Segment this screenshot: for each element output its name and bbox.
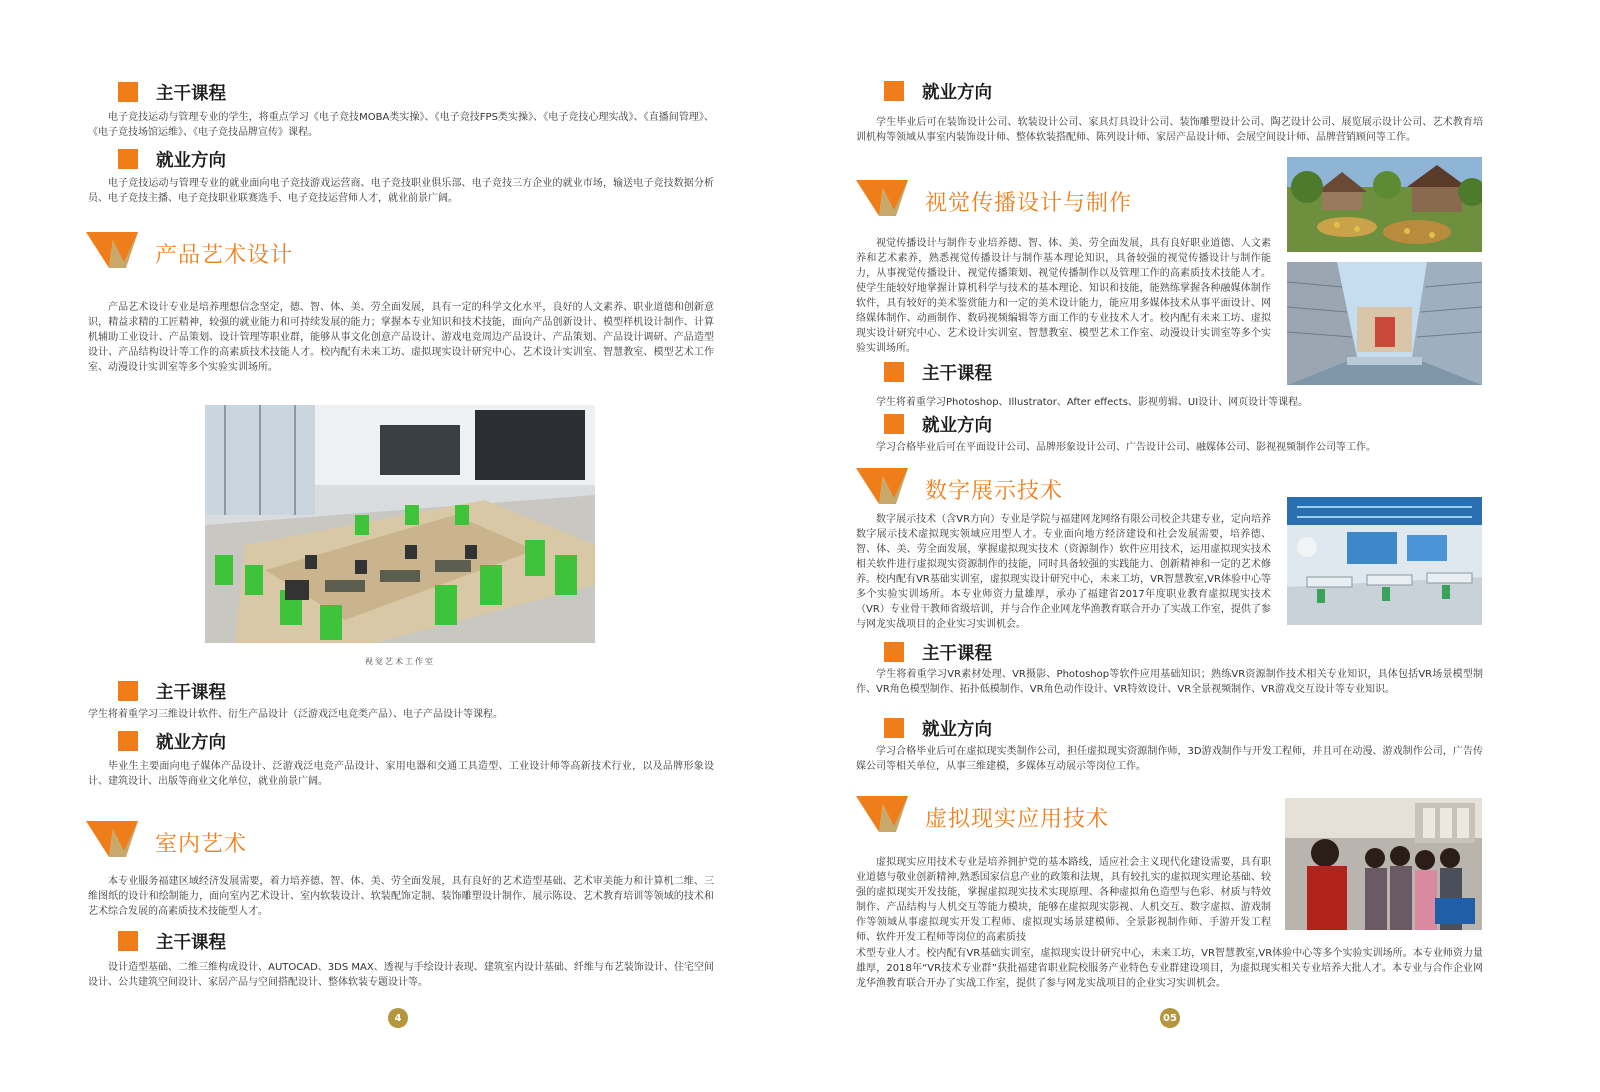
interior-careers-text: 学生毕业后可在装饰设计公司、软装设计公司、家具灯具设计公司、装饰雕塑设计公司、陶艺设计公司、展览展示设计公司、艺术教育培训机构等领域从事室内装饰设计师、整体软装搭配师、陈列设计师、家居产品设计师、会展空间设计师、品牌营销顾问等工作。 <box>856 117 1483 143</box>
orange-square-marker-icon <box>884 362 904 382</box>
vr-tech-intro-a: 虚拟现实应用技术专业是培养拥护党的基本路线，适应社会主义现代化建设需要，具有职业道德与敬业创新精神,熟悉国家信息产业的政策和法规，具有较扎实的虚拟现实理论基础、较强的虚拟现实开发技能，掌握虚拟现实技术实现原理、各种虚拟角色造型与色彩、材质与特效制作、产品结构与人机交互等能力模块，能够在虚拟现实影视、人机交互、数字虚拟、游戏制作等领域从事虚拟现实开发工程师、虚拟现实场景建模师、全景影视制作师、手游开发工程师、软件开发工程师等岗位的高素质技 <box>856 857 1271 943</box>
orange-square-marker-icon <box>884 718 904 738</box>
section-title: 视觉传播设计与制作 <box>925 191 1133 216</box>
orange-square-marker-icon <box>118 82 138 102</box>
visual-comm-careers-text: 学习合格毕业后可在平面设计公司、品牌形象设计公司、广告设计公司、融媒体公司、影视视频制作公司等工作。 <box>876 442 1376 453</box>
digital-display-careers-text: 学习合格毕业后可在虚拟现实类制作公司，担任虚拟现实资源制作师，3D游戏制作与开发工程师，并且可在动漫、游戏制作公司，广告传媒公司等相关单位，从事三维建模，多媒体互动展示等岗位工作。 <box>856 746 1483 772</box>
interior-main-courses-text: 设计造型基础、二维三维构成设计、AUTOCAD、3DS MAX、透视与手绘设计表现、建筑室内设计基础、纤维与布艺装饰设计、住宅空间设计、公共建筑空间设计、家居产品与空间搭配设计、整体软装专题设计等。 <box>88 962 714 988</box>
visual-comm-section-header <box>856 180 1176 224</box>
campus-building-photo <box>1287 262 1482 385</box>
orange-square-marker-icon <box>884 414 904 434</box>
garden-scene-photo <box>1287 157 1482 252</box>
esports-main-courses-heading: 主干课程 <box>118 79 226 105</box>
esports-careers-text: 电子竞技运动与管理专业的就业面向电子竞技游戏运营商、电子竞技职业俱乐部、电子竞技三方企业的就业市场，输送电子竞技数据分析员、电子竞技主播、电子竞技职业联赛选手、电子竞技运营师人才，就业前景广阔。 <box>88 178 714 204</box>
interior-main-courses-heading: 主干课程 <box>118 928 226 954</box>
orange-triangle-flag-icon <box>856 468 916 508</box>
vr-classroom-photo <box>1287 497 1482 625</box>
vr-students-photo <box>1285 798 1482 930</box>
product-art-section-header <box>86 232 346 276</box>
section-title: 室内艺术 <box>155 832 248 857</box>
digital-display-section-header <box>856 468 1176 512</box>
orange-triangle-flag-icon <box>86 821 146 861</box>
visual-comm-main-courses-heading: 主干课程 <box>884 359 992 385</box>
orange-triangle-flag-icon <box>856 180 916 220</box>
page-number-left: 4 <box>388 1008 408 1028</box>
vr-tech-section-header <box>856 796 1176 840</box>
digital-display-main-courses-text: 学生将着重学习VR素材处理、VR摄影、Photoshop等软件应用基础知识；熟练VR资源制作技术相关专业知识，具体包括VR场景模型制作、VR角色模型制作、拓扑低模制作、VR角色动作设计、VR特效设计、VR全景视频制作、VR游戏交互设计等专业知识。 <box>856 669 1483 695</box>
digital-display-careers-heading: 就业方向 <box>884 715 992 741</box>
digital-display-main-courses-heading: 主干课程 <box>884 639 992 665</box>
product-art-main-courses-text: 学生将着重学习三维设计软件、衍生产品设计（泛游戏泛电竞类产品）、电子产品设计等课程。 <box>88 709 503 720</box>
vr-tech-intro-b: 术型专业人才。校内配有VR基础实训室，虚拟现实设计研究中心，未来工坊，VR智慧教室,VR体验中心等多个实验实训场所。本专业师资力量雄厚，2018年“VR技术专业群”获批福建省职业院校服务产业特色专业群建设项目，为虚拟现实相关专业培养大批人才。本专业与合作企业网龙华渔教育联合开办了实战工作室，提供了参与网龙实战项目的企业实习实训机会。 <box>856 948 1483 989</box>
orange-square-marker-icon <box>884 81 904 101</box>
product-art-main-courses-heading: 主干课程 <box>118 678 226 704</box>
visual-comm-main-courses-text: 学生将着重学习Photoshop、Illustrator、After effects、影视剪辑、UI设计、网页设计等课程。 <box>876 397 1309 408</box>
esports-careers-heading: 就业方向 <box>118 146 226 172</box>
orange-square-marker-icon <box>118 149 138 169</box>
visual-comm-careers-heading: 就业方向 <box>884 411 992 437</box>
digital-display-intro: 数字展示技术（含VR方向）专业是学院与福建网龙网络有限公司校企共建专业，定向培养数字展示技术虚拟现实领域应用型人才。专业面向地方经济建设和社会发展需要，培养德、智、体、美、劳全面发展，掌握虚拟现实技术（资源制作）软件应用技术，运用虚拟现实技术相关软件进行虚拟现实资源制作的技能，同时具备较强的实践能力、创新精神和一定的艺术修养。校内配有VR基础实训室，虚拟现实设计研究中心，未来工坊，VR智慧教室,VR体验中心等多个实验实训场所。本专业师资力量雄厚，承办了福建省2017年度职业教育虚拟现实技术（VR）专业骨干教师省级培训，并与合作企业网龙华渔教育联合开办了实战工作室，提供了参与网龙实战项目的企业实习实训机会。 <box>856 514 1271 630</box>
product-art-intro: 产品艺术设计专业是培养理想信念坚定，德、智、体、美、劳全面发展，具有一定的科学文化水平，良好的人文素养、职业道德和创新意识，精益求精的工匠精神，较强的就业能力和可持续发展的能力；掌握本专业知识和技术技能，面向产品创新设计、模型样机设计制作、计算机辅助工业设计、产品策划、设计管理等职业群，能够从事文化创意产品设计、游戏电竞周边产品设计、产品策划、产品设计调研、产品造型设计、产品结构设计等工作的高素质技术技能人才。校内配有未来工坊、虚拟现实设计研究中心、艺术设计实训室、智慧教室、模型艺术工作室、动漫设计实训室等多个实验实训场所。 <box>88 302 714 373</box>
section-title: 产品艺术设计 <box>155 243 294 268</box>
interior-art-intro: 本专业服务福建区域经济发展需要，着力培养德、智、体、美、劳全面发展，具有良好的艺术造型基础、艺术审美能力和计算机二维、三维图纸的设计和绘制能力，面向室内艺术设计、室内软装设计、软装配饰定制、装饰雕塑设计制作、展示陈设、艺术教育培训等领域的技术和艺术综合发展的高素质技术技能型人才。 <box>88 876 714 917</box>
orange-square-marker-icon <box>118 931 138 951</box>
orange-square-marker-icon <box>118 731 138 751</box>
orange-triangle-flag-icon <box>856 796 916 836</box>
orange-square-marker-icon <box>884 642 904 662</box>
right-page <box>800 0 1600 1092</box>
visual-comm-intro: 视觉传播设计与制作专业培养德、智、体、美、劳全面发展，具有良好职业道德、人文素养和艺术素养，熟悉视觉传播设计与制作基本理论知识，具备较强的视觉传播设计与制作能力，从事视觉传播设计、视觉传播策划、视觉传播制作以及管理工作的高素质技术技能人才。使学生能较好地掌握计算机科学与技术的基本理论、知识和技能，能熟练掌握各种融媒体制作软件，具有较好的美术鉴赏能力和一定的美术设计能力，能应用多媒体技术从事平面设计、网络媒体制作、动画制作、数码视频编辑等方面工作的专业技术人才。校内配有未来工坊、虚拟现实设计研究中心、艺术设计实训室、智慧教室、模型艺术工作室、动漫设计实训室等多个实验实训场所。 <box>856 238 1271 354</box>
section-title: 数字展示技术 <box>925 479 1064 504</box>
product-art-careers-text: 毕业生主要面向电子媒体产品设计、泛游戏泛电竞产品设计、家用电器和交通工具造型、工业设计师等高新技术行业，以及品牌形象设计、建筑设计、出版等商业文化单位，就业前景广阔。 <box>88 761 714 787</box>
photo-caption: 视觉艺术工作室 <box>365 657 435 666</box>
interior-careers-heading: 就业方向 <box>884 78 992 104</box>
visual-art-studio-photo <box>205 405 595 643</box>
esports-main-courses-text: 电子竞技运动与管理专业的学生，将重点学习《电子竞技MOBA类实操》、《电子竞技FPS类实操》、《电子竞技心理实战》、《直播间管理》、《电子竞技场馆运维》、《电子竞技品牌宣传》课程。 <box>88 112 714 138</box>
page-number-right: 05 <box>1160 1008 1180 1028</box>
orange-square-marker-icon <box>118 681 138 701</box>
section-title: 虚拟现实应用技术 <box>925 807 1110 832</box>
product-art-careers-heading: 就业方向 <box>118 728 226 754</box>
interior-art-section-header <box>86 821 346 865</box>
orange-triangle-flag-icon <box>86 232 146 272</box>
